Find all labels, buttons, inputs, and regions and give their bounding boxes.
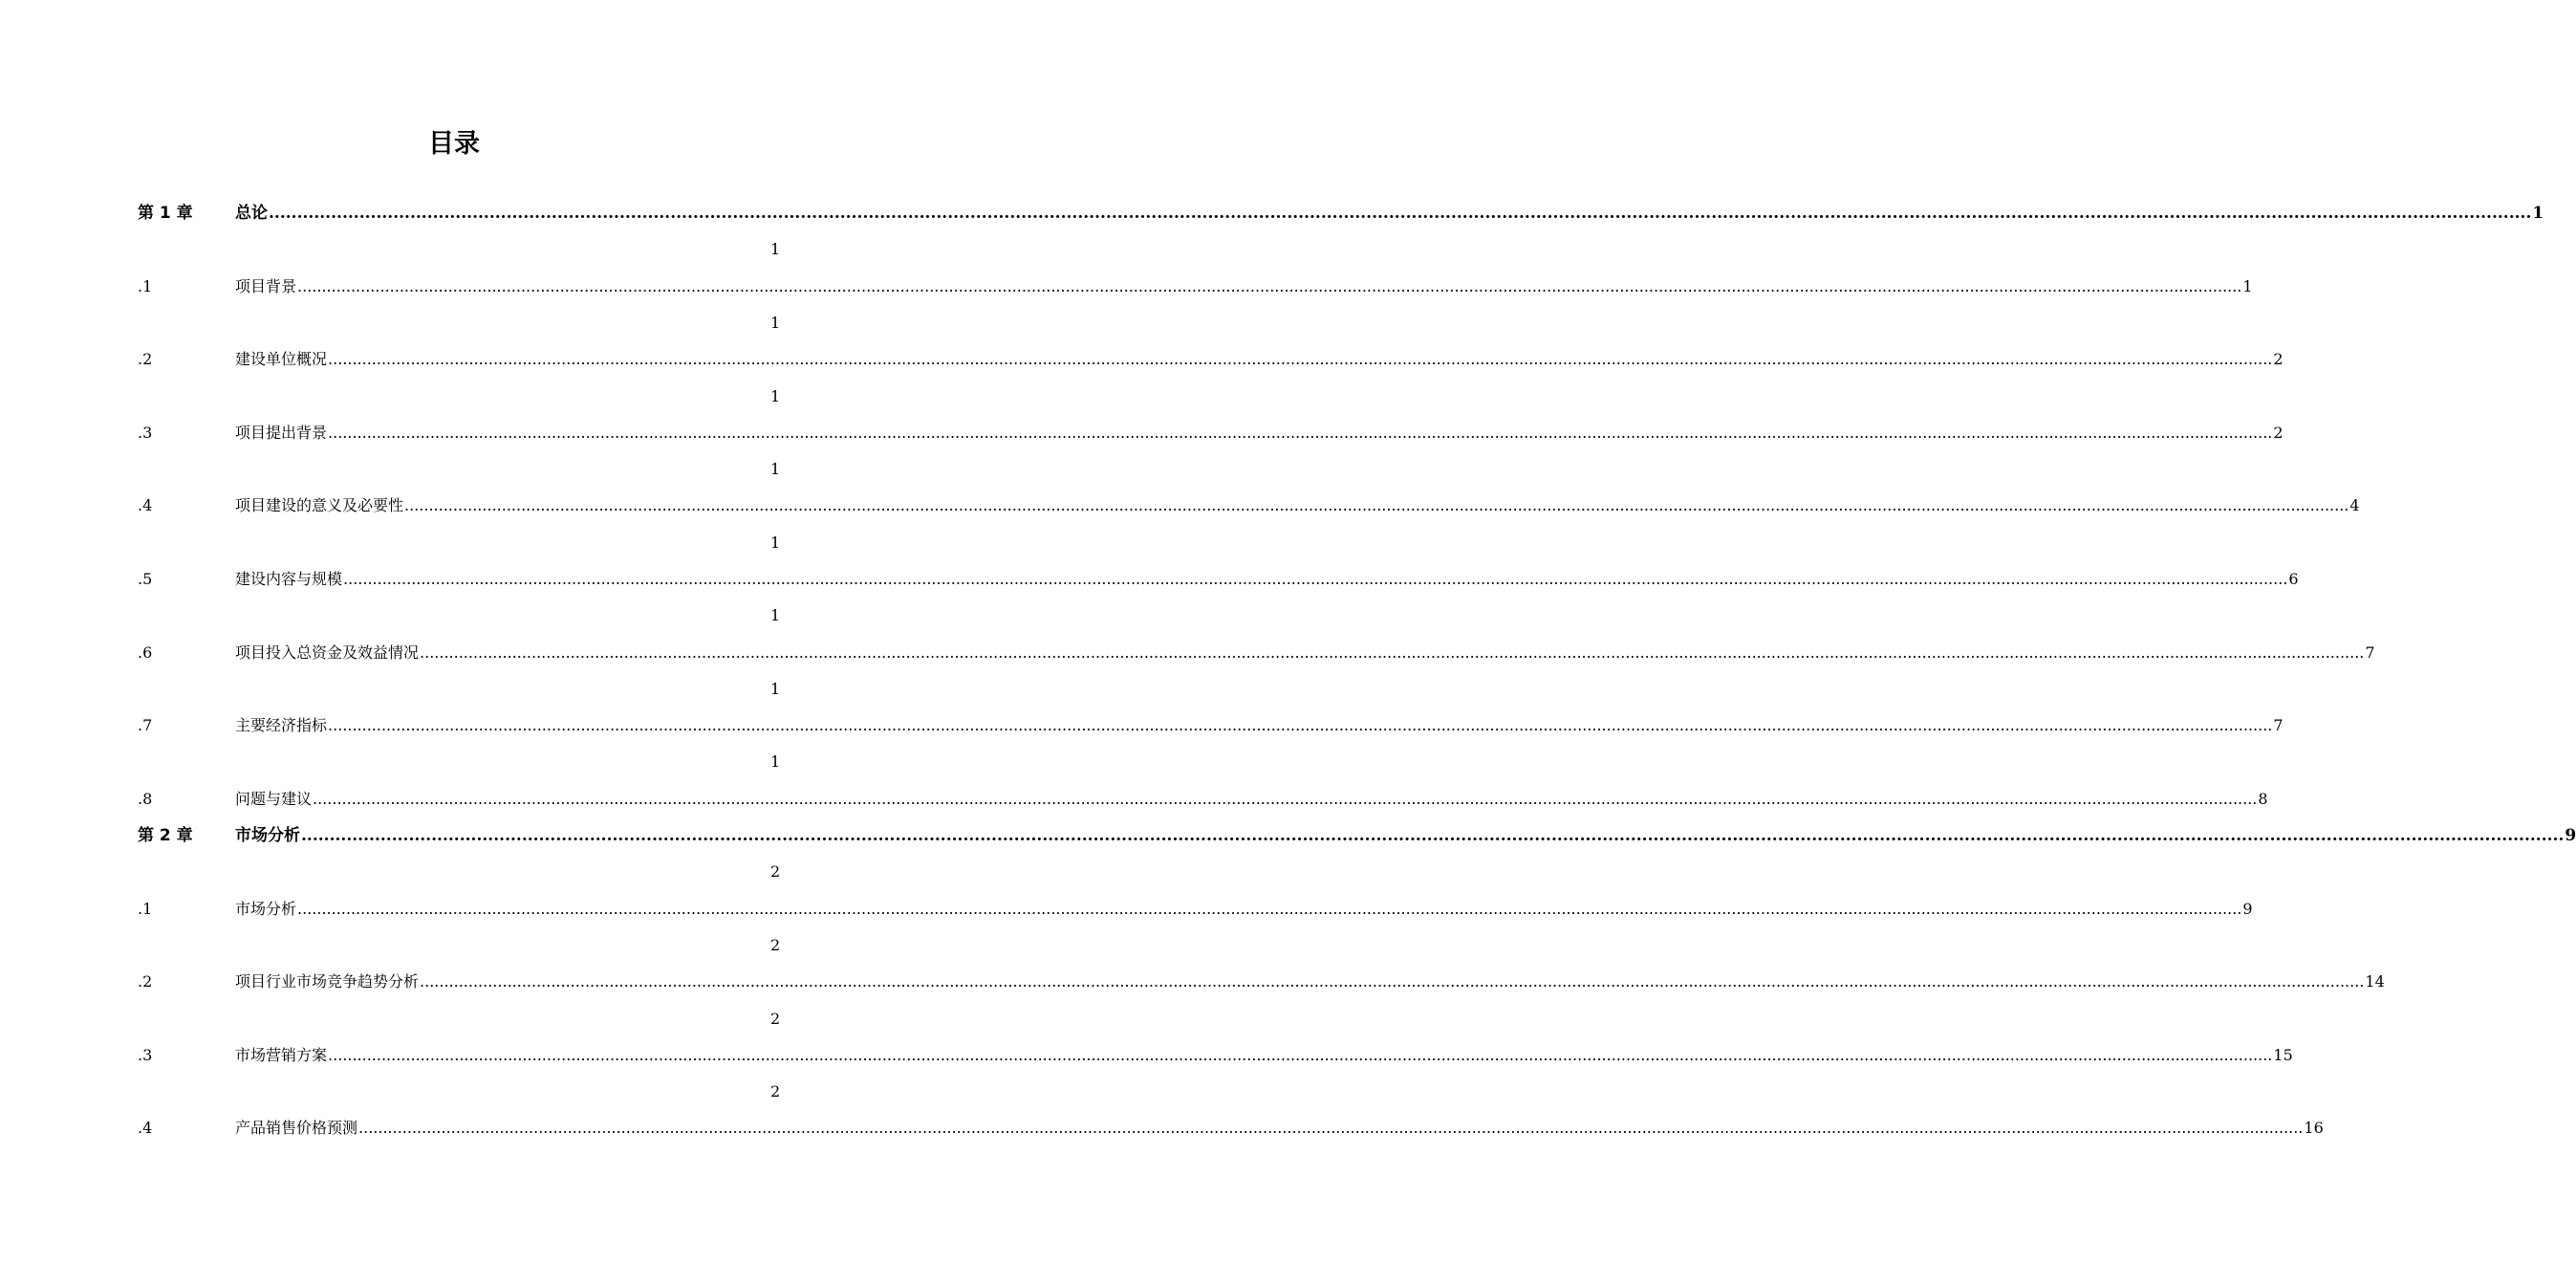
toc-dot-leader: ................................................................................................................................................................................................................................................................................................................................................................................................................ (358, 1119, 2304, 1137)
toc-entry-number: .1 (138, 277, 153, 295)
toc-dot-leader: ................................................................................................................................................................................................................................................................................................................................................................................................................ (404, 496, 2349, 514)
toc-entry-line (235, 1043, 2293, 1068)
toc-entry-title: 主要经济指标 (235, 716, 328, 734)
toc-entry-page: 15 (2273, 1046, 2293, 1064)
toc-entry-page: 4 (2349, 496, 2360, 514)
toc-section-prefix: 2 (770, 936, 781, 954)
toc-entry-number: .4 (138, 496, 153, 514)
toc-entry-line (235, 897, 2253, 922)
toc-section-row[interactable] (0, 1043, 2293, 1068)
toc-section-row[interactable] (0, 787, 2268, 812)
toc-entry-line (235, 201, 2544, 226)
toc-entry-number: .2 (138, 350, 153, 368)
toc-section-row[interactable] (0, 713, 2284, 738)
toc-section-row[interactable] (0, 493, 2360, 518)
toc-section-prefix: 1 (770, 680, 781, 698)
toc-entry-number: .3 (138, 424, 153, 442)
toc-entry-title: 项目行业市场竞争趋势分析 (235, 972, 420, 991)
toc-section-row[interactable] (0, 969, 2385, 994)
toc-dot-leader: ................................................................................................................................................................................................................................................................................................................................................................................................................ (313, 790, 2258, 808)
toc-section-prefix: 1 (770, 314, 781, 332)
toc-entry-line (235, 567, 2299, 592)
toc-dot-leader: ................................................................................................................................................................................................................................................................................................................................................................................................................ (328, 1046, 2273, 1064)
toc-entry-number: .5 (138, 570, 153, 588)
toc-dot-leader: ................................................................................................................................................................................................................................................................................................................................................................................................................ (301, 826, 2565, 845)
toc-entry-line (235, 787, 2268, 812)
toc-entry-title: 问题与建议 (235, 790, 313, 808)
toc-entry-line (235, 347, 2284, 372)
toc-section-prefix: 1 (770, 534, 781, 552)
toc-entry-number: .4 (138, 1119, 153, 1137)
toc-entry-number: .2 (138, 972, 153, 991)
toc-section-prefix: 1 (770, 387, 781, 405)
toc-dot-leader: ................................................................................................................................................................................................................................................................................................................................................................................................................ (269, 204, 2532, 223)
toc-section-prefix: 2 (770, 1082, 781, 1100)
toc-section-prefix: 2 (770, 862, 781, 881)
toc-section-row[interactable] (0, 897, 2253, 922)
toc-section-prefix: 1 (770, 752, 781, 771)
toc-dot-leader: ................................................................................................................................................................................................................................................................................................................................................................................................................ (328, 424, 2273, 442)
toc-entry-page: 9 (2565, 826, 2576, 845)
toc-entry-page: 8 (2258, 790, 2268, 808)
toc-entry-title: 市场分析 (235, 826, 300, 845)
toc-entry-page: 7 (2365, 643, 2375, 662)
toc-entry-page: 2 (2273, 350, 2284, 368)
toc-entry-title: 项目建设的意义及必要性 (235, 496, 404, 514)
toc-section-row[interactable] (0, 567, 2299, 592)
toc-entry-page: 1 (2532, 204, 2544, 223)
toc-section-row[interactable] (0, 274, 2253, 299)
toc-entry-line (235, 969, 2385, 994)
toc-entry-line (235, 274, 2253, 299)
toc-section-prefix: 1 (770, 460, 781, 478)
toc-entry-title: 建设内容与规模 (235, 570, 343, 588)
toc-entry-line (235, 641, 2375, 665)
toc-entry-line (235, 823, 2576, 848)
toc-dot-leader: ................................................................................................................................................................................................................................................................................................................................................................................................................ (328, 350, 2273, 368)
toc-chapter-row[interactable] (0, 201, 2544, 226)
toc-entry-line (235, 713, 2284, 738)
toc-dot-leader: ................................................................................................................................................................................................................................................................................................................................................................................................................ (420, 972, 2365, 991)
toc-dot-leader: ................................................................................................................................................................................................................................................................................................................................................................................................................ (297, 277, 2242, 295)
toc-section-prefix: 1 (770, 606, 781, 624)
toc-entry-number: .3 (138, 1046, 153, 1064)
toc-dot-leader: ................................................................................................................................................................................................................................................................................................................................................................................................................ (343, 570, 2288, 588)
toc-entry-page: 16 (2304, 1119, 2324, 1137)
toc-entry-number: .8 (138, 790, 153, 808)
toc-entry-page: 14 (2365, 972, 2385, 991)
toc-entry-page: 7 (2273, 716, 2284, 734)
toc-entry-title: 市场分析 (235, 900, 297, 918)
toc-entry-title: 项目背景 (235, 277, 297, 295)
page-title: 目录 (428, 129, 480, 159)
toc-entry-page: 6 (2288, 570, 2299, 588)
toc-dot-leader: ................................................................................................................................................................................................................................................................................................................................................................................................................ (297, 900, 2242, 918)
toc-entry-number: .7 (138, 716, 153, 734)
toc-entry-title: 项目提出背景 (235, 424, 328, 442)
toc-entry-title: 项目投入总资金及效益情况 (235, 643, 420, 662)
toc-entry-line (235, 493, 2360, 518)
toc-entry-number: .1 (138, 900, 153, 918)
toc-entry-title: 总论 (235, 204, 268, 223)
toc-section-row[interactable] (0, 641, 2375, 665)
toc-section-prefix: 1 (770, 240, 781, 258)
toc-chapter-row[interactable] (0, 823, 2576, 848)
toc-section-prefix: 2 (770, 1010, 781, 1028)
toc-entry-number: 第 2 章 (138, 826, 193, 845)
toc-entry-number: 第 1 章 (138, 204, 193, 223)
toc-entry-line (235, 1116, 2324, 1141)
toc-entry-number: .6 (138, 643, 153, 662)
toc-entry-page: 9 (2242, 900, 2253, 918)
toc-section-row[interactable] (0, 421, 2284, 446)
toc-entry-title: 产品销售价格预测 (235, 1119, 358, 1137)
toc-dot-leader: ................................................................................................................................................................................................................................................................................................................................................................................................................ (328, 716, 2273, 734)
toc-section-row[interactable] (0, 1116, 2324, 1141)
toc-entry-page: 1 (2242, 277, 2253, 295)
toc-entry-page: 2 (2273, 424, 2284, 442)
toc-section-row[interactable] (0, 347, 2284, 372)
toc-entry-title: 市场营销方案 (235, 1046, 328, 1064)
toc-entry-title: 建设单位概况 (235, 350, 328, 368)
toc-dot-leader: ................................................................................................................................................................................................................................................................................................................................................................................................................ (420, 643, 2365, 662)
toc-entry-line (235, 421, 2284, 446)
